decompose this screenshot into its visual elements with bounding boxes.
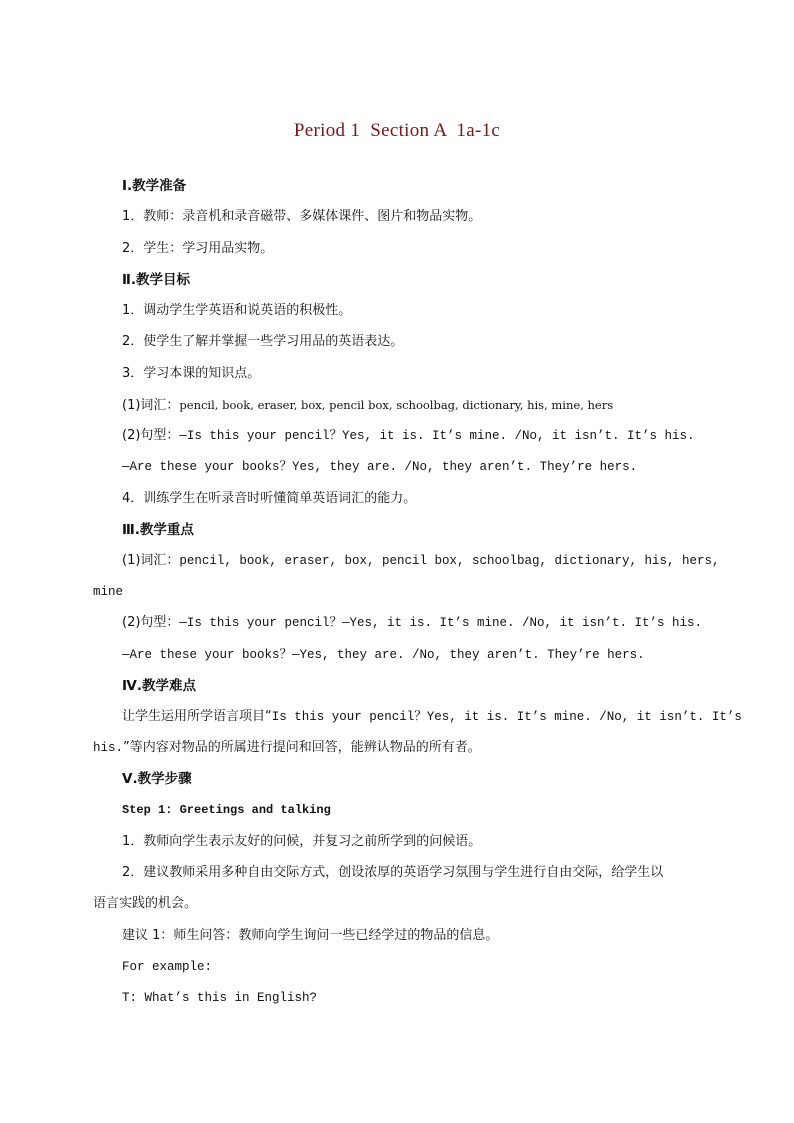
vocab-words: pencil, book, eraser, box, pencil box, schoolbag, dictionary, his, hers, [179, 554, 720, 568]
list-item: 1．调动学生学英语和说英语的积极性。 [122, 303, 352, 318]
section-heading-steps: Ⅴ.教学步骤 [122, 771, 192, 787]
sentence-prefix: (2)句型： [122, 615, 180, 630]
example-label: For example: [122, 960, 213, 974]
paragraph-line [93, 738, 481, 758]
paragraph-line [122, 707, 742, 727]
vocab-prefix: (1)词汇： [122, 398, 180, 413]
vocab-prefix: (1)词汇： [122, 553, 180, 568]
list-item: 1．教师：录音机和录音磁带、多媒体课件、图片和物品实物。 [122, 209, 482, 224]
paragraph-en: his. [93, 741, 124, 755]
sentence-text: —Is this your pencil？Yes, it is. It’s mine. /No, it isn’t. It’s his. [179, 429, 695, 443]
list-item: 2．建议教师采用多种自由交际方式，创设浓厚的英语学习氛围与学生进行自由交际，给学生以 [122, 865, 664, 880]
vocab-words: pencil, book, eraser, box, pencil box, schoolbag, dictionary, his, mine, hers [179, 398, 614, 412]
section-heading-key-points: Ⅲ.教学重点 [122, 522, 194, 538]
sentence-text: —Is this your pencil？—Yes, it is. It’s mine. /No, it isn’t. It’s his. [179, 616, 703, 630]
dialogue-line: T: What’s this in English? [122, 991, 318, 1005]
sentence-line: —Are these your books？Yes, they are. /No, they aren’t. They’re hers. [122, 460, 638, 474]
suggestion-line: 建议 1：师生问答：教师向学生询问一些已经学过的物品的信息。 [122, 928, 499, 943]
vocab-line [122, 395, 613, 416]
vocab-continuation: mine [93, 585, 124, 599]
list-item: 1．教师向学生表示友好的问候，并复习之前所学到的问候语。 [122, 834, 482, 849]
list-item-continuation: 语言实践的机会。 [93, 896, 198, 911]
list-item: 2．使学生了解并掌握一些学习用品的英语表达。 [122, 334, 404, 349]
list-item: 4．训练学生在听录音时听懂简单英语词汇的能力。 [122, 491, 417, 506]
sentence-line [122, 426, 695, 446]
paragraph-en: Is this your pencil？Yes, it is. It’s mine. /No, it isn’t. It’s [271, 710, 742, 724]
page-title: Period 1 Section A 1a-1c [293, 120, 501, 141]
sentence-prefix: (2)句型： [122, 428, 180, 443]
sentence-line: —Are these your books？—Yes, they are. /No, they aren’t. They’re hers. [122, 648, 645, 662]
paragraph-cn: ”等内容对物品的所属进行提问和回答，能辨认物品的所有者。 [123, 740, 481, 755]
section-heading-difficulties: Ⅳ.教学难点 [122, 678, 196, 694]
vocab-line [122, 551, 720, 571]
list-item: 3．学习本课的知识点。 [122, 366, 261, 381]
sentence-line [122, 613, 702, 633]
step-heading: Step 1: Greetings and talking [122, 803, 331, 817]
list-item: 2．学生：学习用品实物。 [122, 241, 274, 256]
paragraph-cn: 让学生运用所学语言项目“ [122, 709, 272, 724]
section-heading-preparation: Ⅰ.教学准备 [122, 178, 187, 194]
section-heading-objectives: Ⅱ.教学目标 [122, 272, 191, 288]
